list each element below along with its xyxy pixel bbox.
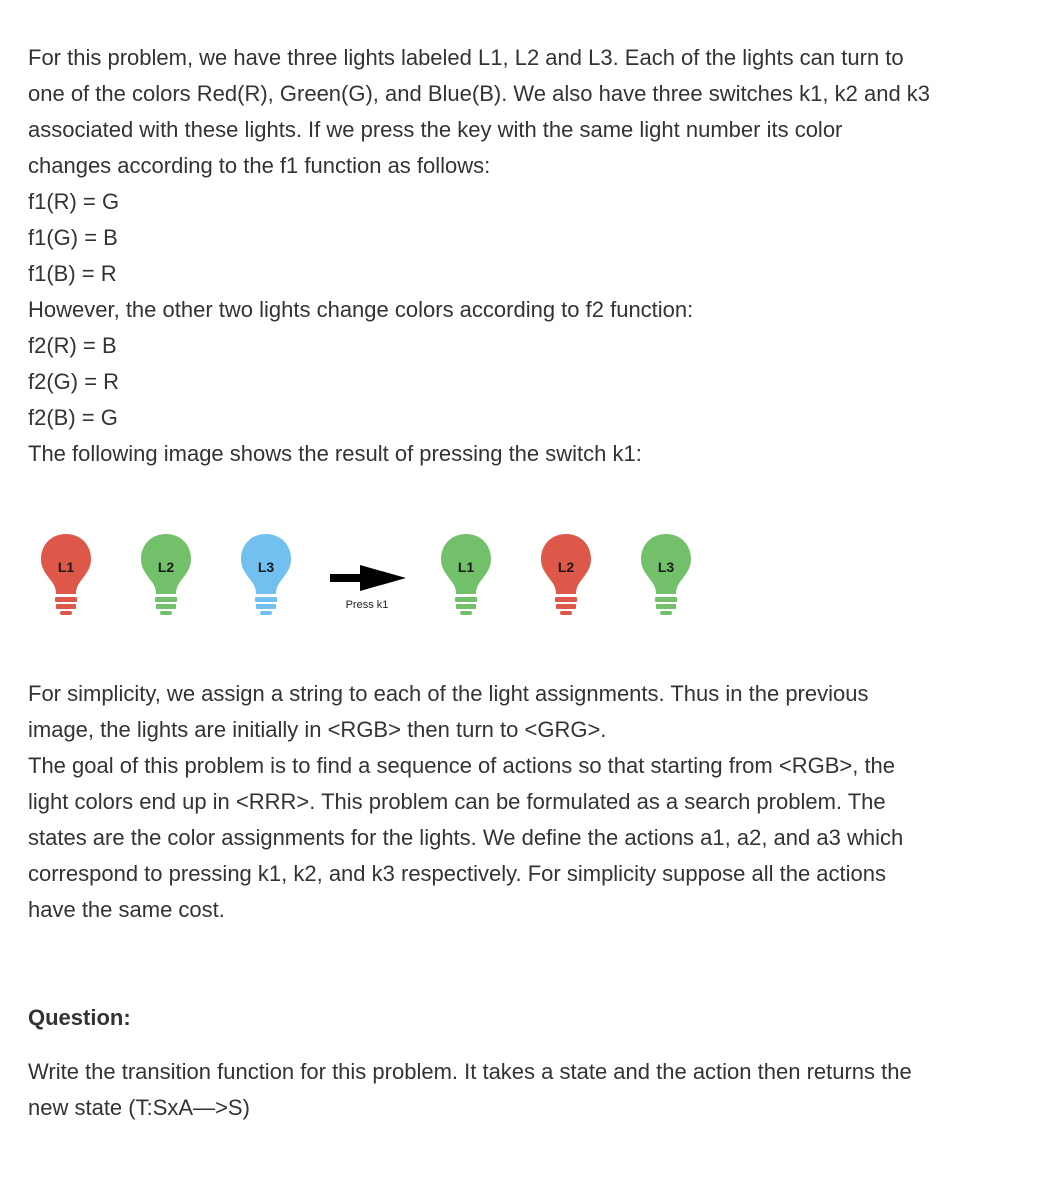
question-heading: Question:	[28, 1005, 131, 1030]
intro-line: The following image shows the result of pressing the switch k1:	[28, 441, 642, 466]
bulb-label: L3	[657, 559, 675, 575]
bulb-tip	[60, 611, 72, 615]
bulb-label: L2	[157, 559, 175, 575]
bulb-tip	[160, 611, 172, 615]
bulb-base	[156, 604, 176, 609]
bulb-base	[55, 597, 77, 602]
bulb-base	[155, 597, 177, 602]
bulb-base	[56, 604, 76, 609]
right-arrow-icon	[330, 565, 406, 591]
bulb-base	[556, 604, 576, 609]
explanation-line: light colors end up in <RRR>. This problem can be formulated as a search problem. The	[28, 789, 886, 814]
intro-line: one of the colors Red(R), Green(G), and Blue(B). We also have three switches k1, k2 and k3	[28, 81, 931, 106]
bulb-tip	[460, 611, 472, 615]
f2-rule: f2(R) = B	[28, 333, 117, 358]
bulb-after-l2	[540, 532, 592, 622]
question-line: Write the transition function for this problem. It takes a state and the action then returns the	[28, 1059, 912, 1084]
lightbulb-icon	[540, 532, 592, 622]
bulb-label: L3	[257, 559, 275, 575]
lightbulb-icon	[40, 532, 92, 622]
bulb-base	[256, 604, 276, 609]
lightbulb-icon	[140, 532, 192, 622]
bulb-label: L1	[457, 559, 475, 575]
f2-rule: f2(B) = G	[28, 405, 118, 430]
f1-rule: f1(R) = G	[28, 189, 120, 214]
explanation-line: For simplicity, we assign a string to each of the light assignments. Thus in the previous	[28, 681, 869, 706]
bulb-base	[656, 604, 676, 609]
bulb-tip	[260, 611, 272, 615]
bulb-before-l3	[240, 532, 292, 622]
intro-line: changes according to the f1 function as follows:	[28, 153, 491, 178]
explanation-line: states are the color assignments for the lights. We define the actions a1, a2, and a3 which	[28, 825, 904, 850]
question-body	[28, 1054, 1018, 1126]
question-line: new state (T:SxA—>S)	[28, 1095, 250, 1120]
bulb-base	[455, 597, 477, 602]
lightbulb-icon	[640, 532, 692, 622]
f1-rule: f1(B) = R	[28, 261, 117, 286]
bulb-label: L2	[557, 559, 575, 575]
f1-rule: f1(G) = B	[28, 225, 118, 250]
bulb-after-l1	[440, 532, 492, 622]
bulb-base	[456, 604, 476, 609]
explanation-paragraph	[28, 676, 1018, 928]
bulb-tip	[660, 611, 672, 615]
bulb-base	[655, 597, 677, 602]
explanation-line: have the same cost.	[28, 897, 225, 922]
f2-rule: f2(G) = R	[28, 369, 120, 394]
intro-line: For this problem, we have three lights labeled L1, L2 and L3. Each of the lights can turn to	[28, 45, 904, 70]
light-bulb-illustration	[30, 520, 710, 630]
intro-line: However, the other two lights change colors according to f2 function:	[28, 297, 694, 322]
bulb-base	[555, 597, 577, 602]
bulb-label: L1	[57, 559, 75, 575]
lightbulb-icon	[440, 532, 492, 622]
intro-paragraph	[28, 40, 1018, 472]
arrow-caption: Press k1	[345, 599, 389, 611]
lightbulb-icon	[240, 532, 292, 622]
bulb-tip	[560, 611, 572, 615]
explanation-line: correspond to pressing k1, k2, and k3 respectively. For simplicity suppose all the actions	[28, 861, 886, 886]
bulb-before-l2	[140, 532, 192, 622]
explanation-line: image, the lights are initially in <RGB> then turn to <GRG>.	[28, 717, 607, 742]
intro-line: associated with these lights. If we press the key with the same light number its color	[28, 117, 843, 142]
bulb-after-l3	[640, 532, 692, 622]
explanation-line: The goal of this problem is to find a sequence of actions so that starting from <RGB>, the	[28, 753, 896, 778]
bulb-before-l1	[40, 532, 92, 622]
bulb-base	[255, 597, 277, 602]
